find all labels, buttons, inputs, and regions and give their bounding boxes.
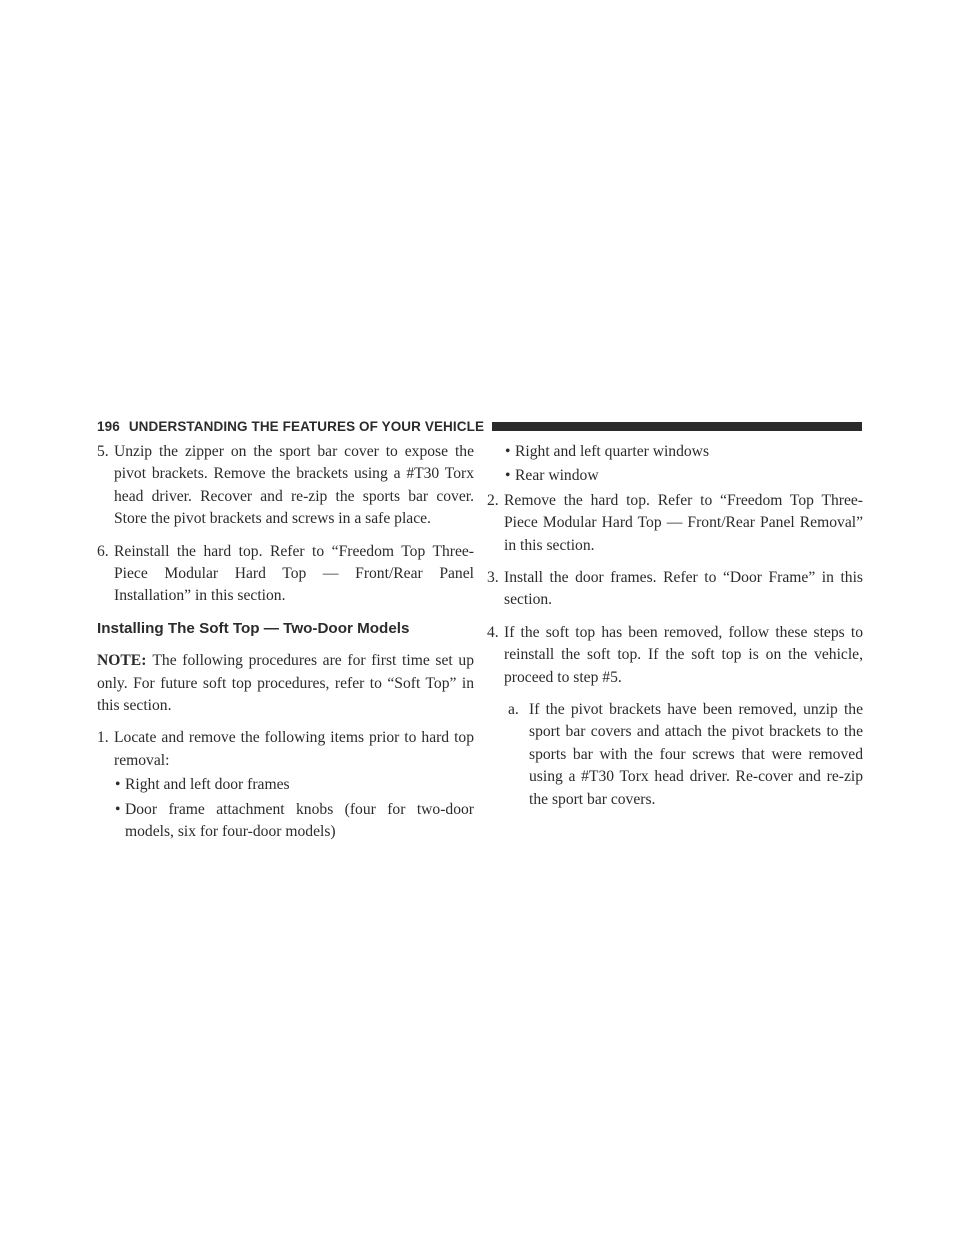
list-item-text: Right and left quarter windows — [515, 443, 710, 460]
bullet-icon: • — [115, 800, 121, 818]
step-number: a. — [508, 701, 519, 719]
list-item-text: Rear window — [515, 467, 599, 485]
step-5 — [97, 441, 474, 531]
step-number: 1. — [97, 729, 109, 747]
note-text: The following procedures are for first time set up only. For future soft top procedures, refer to “Soft Top” in this section. — [97, 652, 474, 715]
step-4a — [489, 699, 863, 811]
list-item — [97, 774, 474, 796]
step-text: If the pivot brackets have been removed, unzip the sport bar covers and attach the pivot brackets to the sports bar with the four screws that were removed using a #T30 Torx head driver. Re-cover and re-zip the sport bar covers. — [529, 701, 863, 808]
page-number: 196 — [97, 418, 120, 434]
step-text: Remove the hard top. Refer to “Freedom Top Three-Piece Modular Hard Top — Front/Rear Panel Removal” in this section. — [504, 491, 863, 554]
list-item-text: Right and left door frames — [125, 776, 290, 794]
step-number: 6. — [97, 542, 109, 560]
step-number: 3. — [487, 569, 499, 587]
header-rule — [492, 422, 862, 431]
note-label: NOTE: — [97, 652, 147, 670]
bullet-icon: • — [505, 467, 511, 485]
list-item-text: Door frame attachment knobs (four for two-door models, six for four-door models) — [125, 800, 474, 841]
step-number: 2. — [487, 491, 499, 509]
step-text: Reinstall the hard top. Refer to “Freedom Top Three-Piece Modular Hard Top — Front/Rear Panel Installation” in this section. — [114, 542, 474, 605]
list-item — [487, 441, 863, 463]
list-item — [97, 799, 474, 844]
step-1 — [97, 727, 474, 772]
right-column — [487, 441, 863, 811]
step-number: 4. — [487, 623, 499, 641]
page-header — [97, 417, 862, 435]
step-4 — [487, 622, 863, 689]
step-3 — [487, 567, 863, 612]
step-text: Unzip the zipper on the sport bar cover to expose the pivot brackets. Remove the brackets using a #T30 Torx head driver. Recover and re-zip the sports bar cover. Store the pivot brackets and screws in a safe place. — [114, 443, 474, 528]
list-item — [487, 465, 863, 487]
header-text — [97, 419, 484, 434]
step-6 — [97, 541, 474, 608]
step-text: Locate and remove the following items prior to hard top removal: — [114, 729, 474, 769]
bullet-icon: • — [505, 443, 511, 460]
note — [97, 650, 474, 717]
section-heading: Installing The Soft Top — Two-Door Models — [97, 619, 410, 637]
bullet-icon: • — [115, 776, 121, 794]
step-2 — [487, 490, 863, 557]
chapter-title: UNDERSTANDING THE FEATURES OF YOUR VEHICLE — [128, 418, 485, 434]
step-text: If the soft top has been removed, follow these steps to reinstall the soft top. If the soft top is on the vehicle, proceed to step #5. — [504, 623, 863, 686]
step-text: Install the door frames. Refer to “Door Frame” in this section. — [504, 569, 863, 609]
step-number: 5. — [97, 443, 109, 460]
left-column — [97, 441, 474, 844]
